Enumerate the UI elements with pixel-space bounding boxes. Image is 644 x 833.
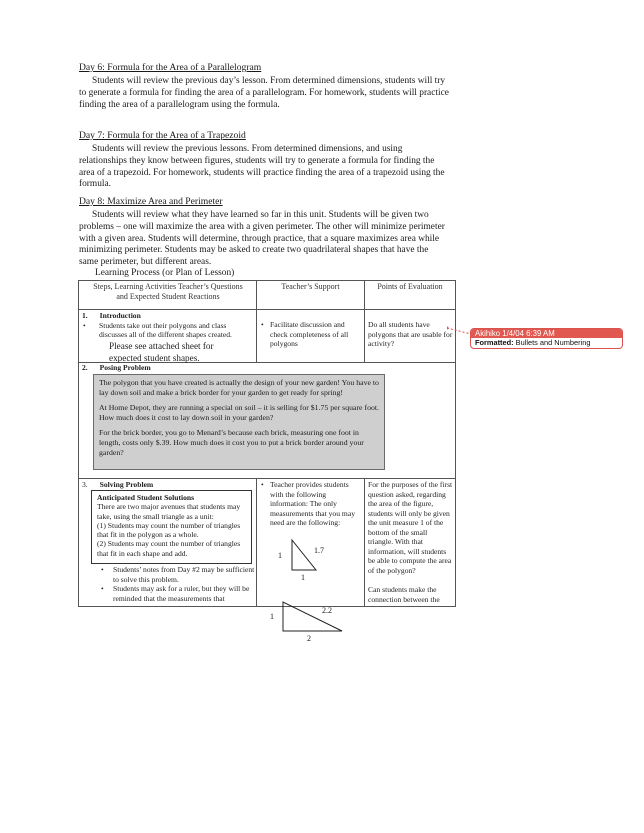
row1-number: 1. [82, 311, 88, 320]
row3-evaluation2: Can students make the connection between the [368, 585, 440, 604]
row3-bullets [100, 565, 255, 603]
small-triangle-left-label: 1 [278, 551, 282, 560]
row3-support-text: Teacher provides students with the following information: The only measurements that you may need are the following: [270, 480, 355, 527]
solutions-item1: (1) Students may count the number of triangles that fit in the polygon as a whole. [97, 520, 241, 540]
row1-bullet [82, 321, 254, 340]
row2-heading [82, 363, 254, 373]
row3-bullet2: Students may ask for a ruler, but they will be reminded that the measurements that [113, 584, 250, 603]
row1-steps [82, 311, 254, 364]
header-steps: Steps, Learning Activities Teacher’s Questions and Expected Student Reactions [93, 282, 243, 301]
solutions-title: Anticipated Student Solutions [97, 493, 195, 502]
row1-support [260, 320, 360, 349]
day6-heading: Day 6: Formula for the Area of a Parallelogram [79, 62, 262, 73]
row3-bullet1: Students’ notes from Day #2 may be sufficient to solve this problem. [113, 565, 255, 584]
row3-support [260, 480, 360, 528]
small-triangle-figure [288, 538, 318, 572]
row1-note: Please see attached sheet for expected student shapes. [109, 340, 214, 363]
row3-heading [82, 480, 254, 490]
day8-paragraph: Students will review what they have learned so far in this unit. Students will be given two problems – one will maximize the area with a given perimeter. The other will minimize perimeter with a given area. Students will determine, through practice, that a square maximizes area while minimizing perimeter. Students may be asked to create two quadrilateral shapes that have the same perimeter, but different areas. [79, 210, 445, 268]
comment-body [471, 338, 622, 348]
posing-problem-p3: For the brick border, you go to Menard’s because each brick, measuring one foot in length, costs only $.39. How much does it cost you to put a brick border around your garden? [99, 428, 364, 457]
solutions-item2: (2) Students may count the number of triangles that fit in each shape and add. [97, 539, 241, 558]
row1-evaluation: Do all students have polygons that are usable for activity? [368, 320, 453, 348]
comment-label: Formatted: [475, 338, 514, 347]
header-evaluation: Points of Evaluation [377, 282, 443, 291]
day6-paragraph: Students will review the previous day’s lesson. From determined dimensions, students will try to generate a formula for finding the area of a parallelogram. For homework, students will practice finding the area of a parallelogram using the formula. [79, 76, 449, 110]
small-triangle-bottom-label: 1 [301, 573, 305, 582]
row1-bullet-text: Students take out their polygons and class discusses all of the different shapes created. [99, 320, 232, 339]
anticipated-solutions-box [91, 490, 252, 564]
solutions-text: There are two major avenues that students may take, using the small triangle as a unit: [97, 502, 241, 521]
day8-heading: Day 8: Maximize Area and Perimeter [79, 196, 223, 207]
comment-text: Bullets and Numbering [515, 338, 591, 347]
comment-connector [447, 326, 471, 336]
comment-header: Akihiko 1/4/04 6:39 AM [471, 329, 622, 338]
large-triangle-left-label: 1 [270, 612, 274, 621]
large-triangle-hyp-label: 2.2 [322, 606, 332, 615]
learning-process-title: Learning Process (or Plan of Lesson) [95, 268, 235, 278]
posing-problem-box [93, 374, 385, 470]
tracked-change-comment[interactable] [470, 328, 623, 349]
small-triangle-hyp-label: 1.7 [314, 546, 324, 555]
large-triangle-figure [280, 600, 346, 634]
row3-evaluation [368, 480, 454, 604]
large-triangle-bottom-label: 2 [307, 634, 311, 643]
row3-number: 3. [82, 480, 88, 489]
row3-title: Solving Problem [99, 480, 154, 489]
row2-number: 2. [82, 363, 88, 372]
day7-heading: Day 7: Formula for the Area of a Trapezoid [79, 130, 246, 141]
posing-problem-p1: The polygon that you have created is actually the design of your new garden! You have to lay down soil and make a brick border for your garden to get ready for spring! [99, 378, 379, 397]
posing-problem-p2: At Home Depot, they are running a special on soil – it is selling for $1.75 per square foot. How much does it cost to lay down soil in your garden? [99, 403, 379, 422]
row1-title: Introduction [99, 311, 141, 320]
day7-paragraph: Students will review the previous lessons. From determined dimensions, and using relationships they know between figures, students will try to generate a formula for finding the area of a trapezoid. For homework, students will practice finding the area of a trapezoid using the formula. [79, 144, 445, 190]
row3-evaluation1: For the purposes of the first question asked, regarding the area of the figure, students will only be given the unit measure 1 of the bottom of the small triangle. With that information, will students be able to compute the area of the polygon? [368, 480, 453, 575]
header-teacher-support: Teacher’s Support [281, 282, 340, 291]
row2-title: Posing Problem [99, 363, 151, 372]
row1-support-text: Facilitate discussion and check completeness of all polygons [270, 320, 349, 348]
